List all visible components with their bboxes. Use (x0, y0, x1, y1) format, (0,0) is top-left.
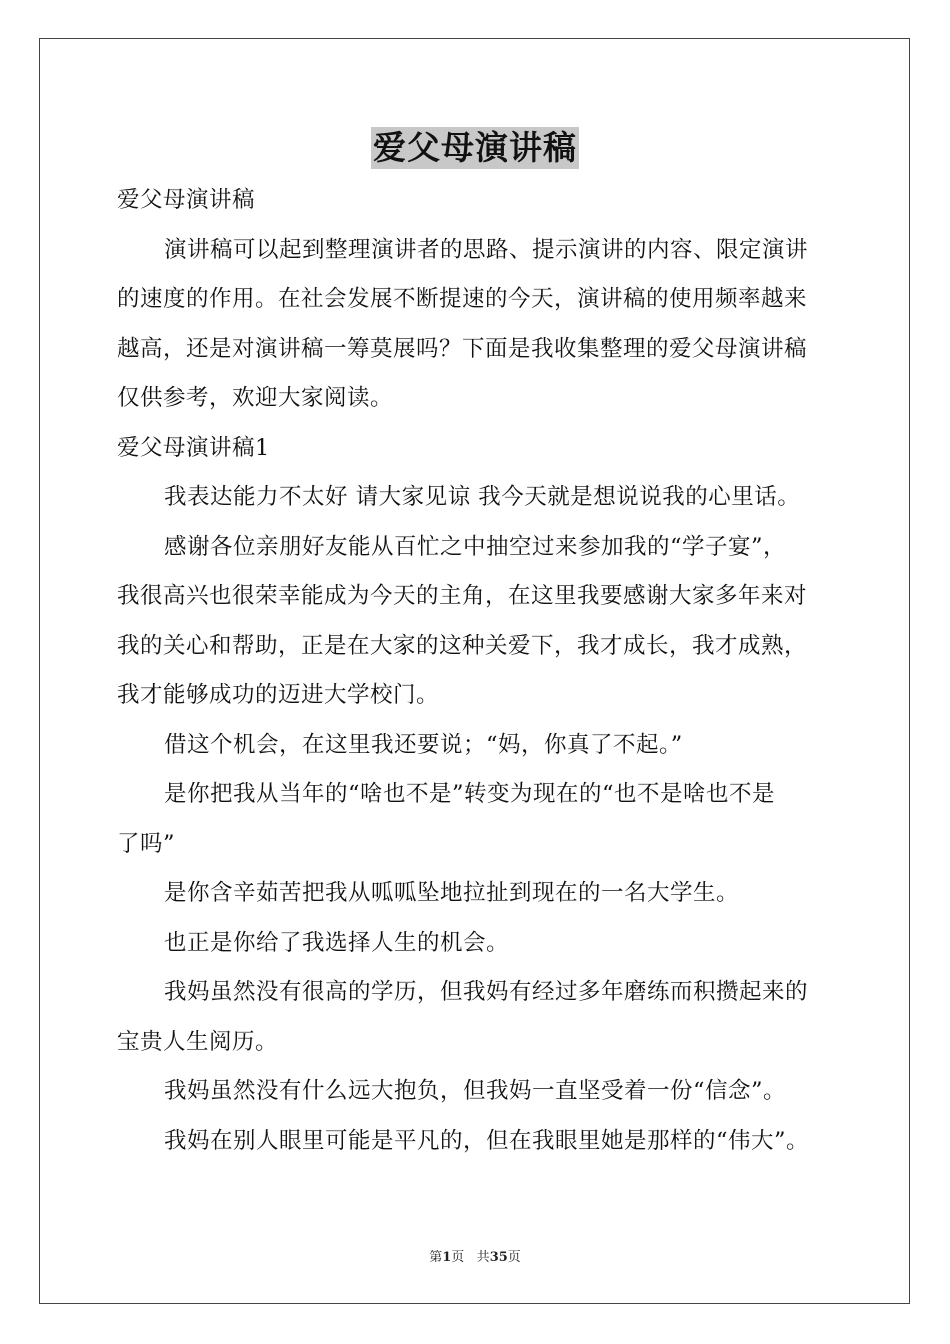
paragraph-line: 演讲稿可以起到整理演讲者的思路、提示演讲的内容、限定演讲 (164, 236, 809, 263)
title-container (0, 127, 950, 169)
paragraph-line: 是你含辛茹苦把我从呱呱坠地拉扯到现在的一名大学生。 (164, 880, 740, 906)
paragraph-line: 爱父母演讲稿 (117, 187, 256, 213)
paragraph-line: 我妈虽然没有很高的学历，但我妈有经过多年磨练而积攒起来的 (164, 979, 809, 1005)
total-label-suffix: 页 (507, 1250, 521, 1265)
paragraph-line: 的速度的作用。在社会发展不断提速的今天，演讲稿的使用频率越来 (117, 286, 808, 312)
page-footer (0, 1246, 950, 1265)
paragraph-line: 了吗” (117, 830, 176, 857)
paragraph-line: 我表达能力不太好 请大家见谅 我今天就是想说说我的心里话。 (164, 484, 801, 510)
total-label-prefix: 共 (476, 1250, 490, 1265)
paragraph-line: 我才能够成功的迈进大学校门。 (117, 682, 440, 708)
page-label-prefix: 第 (429, 1250, 443, 1265)
paragraph-line: 借这个机会，在这里我还要说；“妈，你真了不起。” (164, 731, 683, 758)
paragraph-line: 我妈在别人眼里可能是平凡的，但在我眼里她是那样的“伟大”。 (164, 1127, 810, 1154)
paragraph-line: 是你把我从当年的“啥也不是”转变为现在的“也不是啥也不是 (164, 781, 776, 807)
paragraph-line: 我的关心和帮助，正是在大家的这种关爱下，我才成长，我才成熟， (117, 632, 808, 659)
paragraph-line: 也正是你给了我选择人生的机会。 (164, 929, 510, 956)
document-body (117, 176, 837, 1166)
page-label-suffix: 页 (451, 1250, 465, 1265)
paragraph-line: 爱父母演讲稿1 (117, 434, 270, 461)
paragraph-line: 感谢各位亲朋好友能从百忙之中抽空过来参加我的“学子宴”， (164, 533, 787, 560)
paragraph-line: 越高，还是对演讲稿一筹莫展吗？下面是我收集整理的爱父母演讲稿 (117, 335, 808, 362)
paragraph-line: 我妈虽然没有什么远大抱负，但我妈一直坚受着一份“信念”。 (164, 1078, 787, 1104)
total-pages: 35 (489, 1250, 508, 1265)
paragraph-line: 仅供参考，欢迎大家阅读。 (117, 385, 394, 411)
paragraph-line: 我很高兴也很荣幸能成为今天的主角，在这里我要感谢大家多年来对 (117, 583, 808, 609)
paragraph-line: 宝贵人生阅历。 (117, 1028, 279, 1055)
document-title: 爱父母演讲稿 (373, 128, 577, 167)
page-number: 1 (442, 1250, 452, 1265)
